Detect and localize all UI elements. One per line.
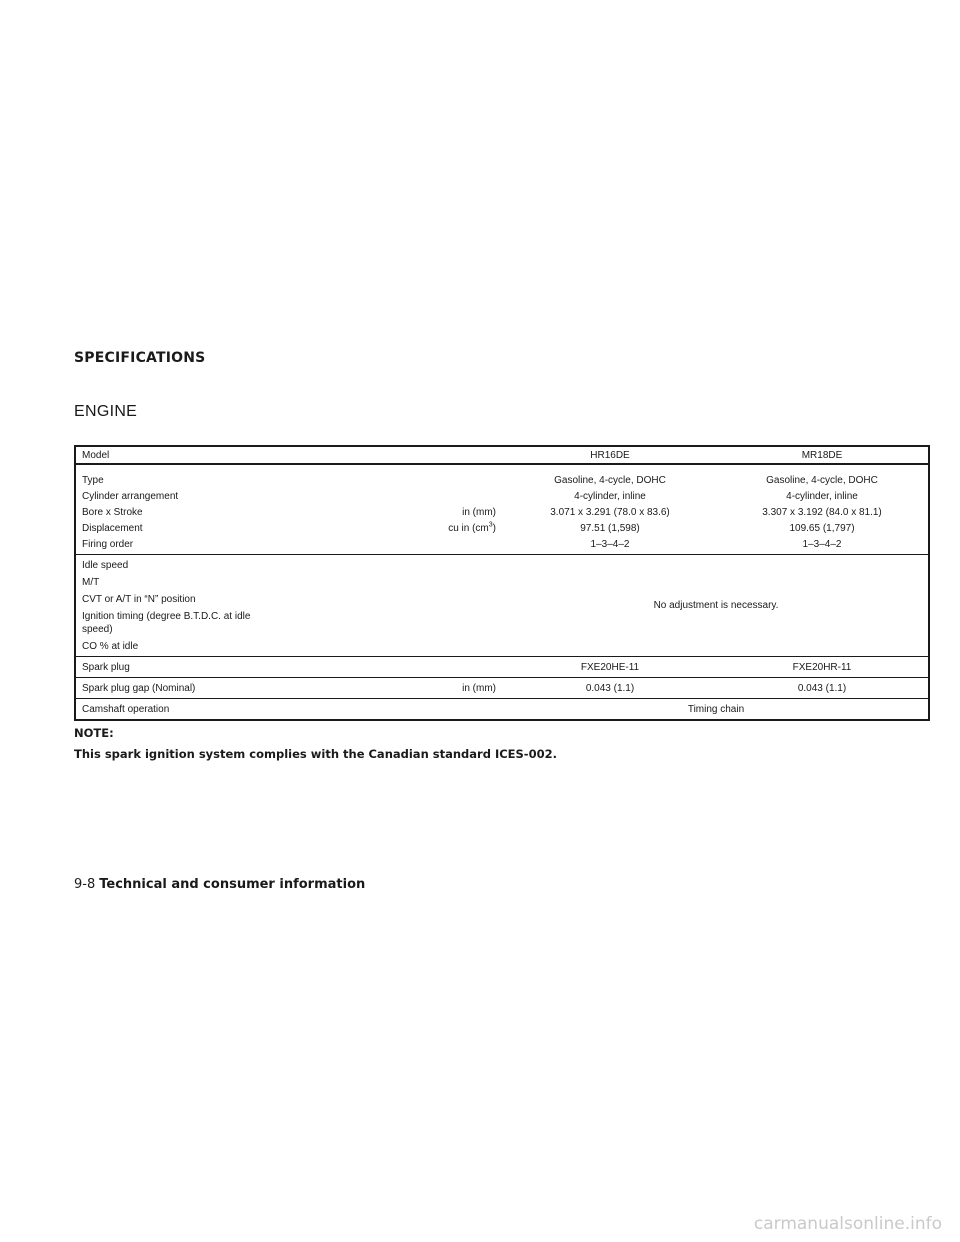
watermark: carmanualsonline.info [753,1214,942,1234]
table-row: Camshaft operation Timing chain [82,703,745,715]
page-number: 9-8 [74,877,96,892]
table-row: Bore x Stroke in (mm) 3.071 x 3.291 (78.0 x 83.6) 3.307 x 3.192 (84.0 x 81.1) [82,506,882,518]
table-row: Spark plug FXE20HE-11 FXE20HR-11 [76,657,928,678]
note-title: NOTE: [74,726,114,740]
table-row: Displacement cu in $(cm^3)$ 97.51 (1,598) 109.65 (1,797) [82,521,855,534]
section-title: SPECIFICATIONS [74,350,206,366]
page-footer [74,877,365,892]
subsection-title: ENGINE [74,403,138,420]
cvt-label: CVT or A/T in “N” position [82,594,196,605]
general-spec-group [76,465,928,555]
idle-speed-label: Idle speed [82,560,129,571]
header-mr18de: MR18DE [801,449,843,461]
table-row: Firing order 1–3–4–2 1–3–4–2 [82,538,842,550]
engine-spec-table [74,445,930,721]
table-header-row [76,447,928,465]
mt-label: M/T [82,577,100,588]
table-row: Spark plug gap (Nominal) in (mm) 0.043 (1.1) 0.043 (1.1) [76,678,928,699]
table-row: Type Gasoline, 4-cycle, DOHC Gasoline, 4-cycle, DOHC [82,474,878,486]
co-label: CO % at idle [82,641,139,652]
table-row: Cylinder arrangement 4-cylinder, inline 4-cylinder, inline [82,490,858,502]
no-adjustment-value: No adjustment is necessary. [653,600,779,611]
chapter-title: Technical and consumer information [99,877,366,892]
idle-settings-block [76,555,928,657]
header-hr16de: HR16DE [590,449,630,461]
note-text: This spark ignition system complies with the Canadian standard ICES-002. [74,747,557,761]
ignition-timing-label: Ignition timing (degree B.T.D.C. at idle speed) [82,611,251,635]
header-model-label: Model [82,449,110,461]
